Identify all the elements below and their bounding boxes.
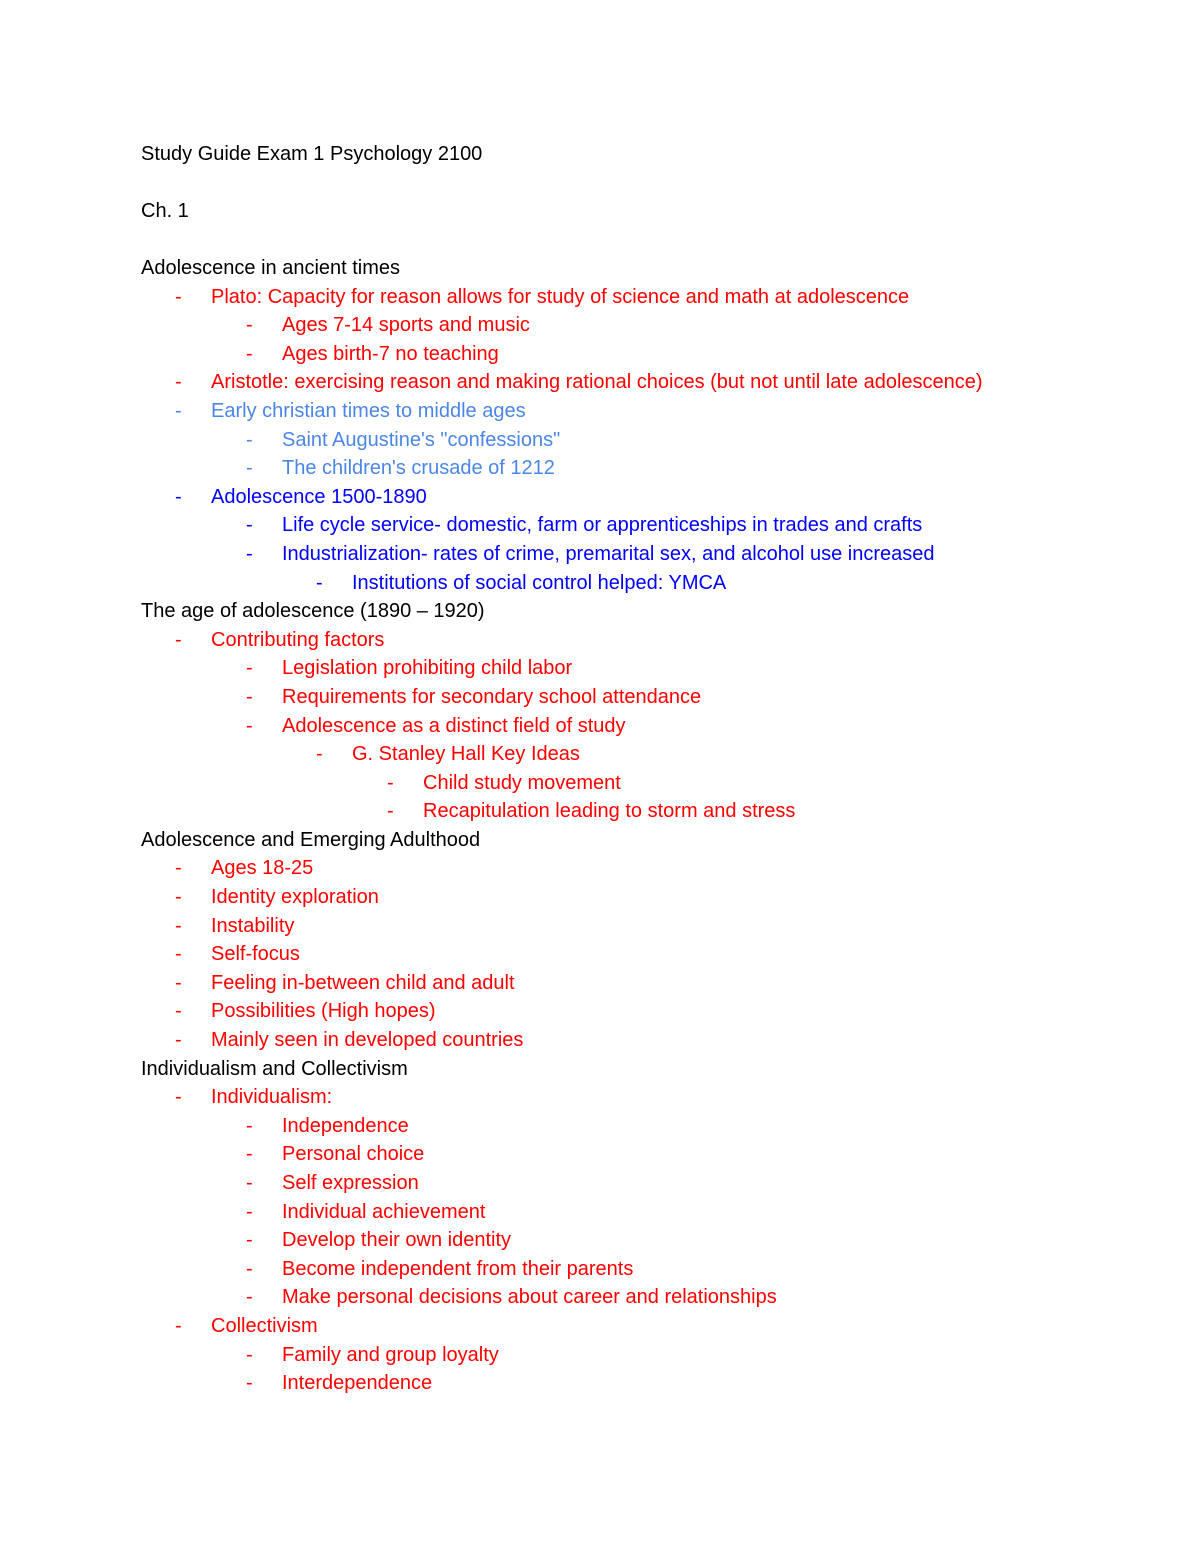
item-text: Adolescence 1500-1890 — [211, 485, 427, 508]
bullet-item — [141, 1227, 1181, 1256]
outline-list — [141, 255, 1181, 1399]
bullet-dash-icon: - — [246, 428, 253, 451]
item-text: Aristotle: exercising reason and making rational choices (but not until late adolescence) — [211, 371, 983, 394]
item-text: Collectivism — [211, 1314, 318, 1337]
item-text: Ages 7-14 sports and music — [282, 314, 530, 337]
item-text: Life cycle service- domestic, farm or apprenticeships in trades and crafts — [282, 514, 923, 537]
bullet-item — [141, 798, 1181, 827]
item-text: Individual achievement — [282, 1200, 486, 1223]
item-text: Become independent from their parents — [282, 1257, 634, 1280]
item-text: G. Stanley Hall Key Ideas — [352, 743, 580, 766]
bullet-item — [141, 1141, 1181, 1170]
section-heading — [141, 1056, 1181, 1085]
bullet-item — [141, 684, 1181, 713]
item-text: The children's crusade of 1212 — [282, 457, 555, 480]
item-text: Saint Augustine's "confessions" — [282, 428, 561, 451]
bullet-item — [141, 1027, 1181, 1056]
bullet-item — [141, 1370, 1181, 1399]
item-text: Ages birth-7 no teaching — [282, 342, 499, 365]
bullet-dash-icon: - — [316, 571, 323, 594]
item-text: Self-focus — [211, 943, 300, 966]
item-text: Legislation prohibiting child labor — [282, 657, 573, 680]
bullet-dash-icon: - — [246, 1200, 253, 1223]
item-text: Requirements for secondary school attendance — [282, 685, 702, 708]
section-heading — [141, 598, 1181, 627]
bullet-item — [141, 713, 1181, 742]
item-text: Adolescence as a distinct field of study — [282, 714, 626, 737]
item-text: Industrialization- rates of crime, premarital sex, and alcohol use increased — [282, 542, 935, 565]
bullet-item — [141, 1170, 1181, 1199]
item-text: Family and group loyalty — [282, 1343, 499, 1366]
bullet-dash-icon: - — [175, 1000, 182, 1023]
bullet-dash-icon: - — [246, 685, 253, 708]
item-text: Child study movement — [423, 771, 621, 794]
bullet-dash-icon: - — [316, 743, 323, 766]
bullet-dash-icon: - — [175, 399, 182, 422]
bullet-item — [141, 1199, 1181, 1228]
bullet-dash-icon: - — [175, 485, 182, 508]
bullet-item — [141, 1342, 1181, 1371]
bullet-item — [141, 512, 1181, 541]
bullet-dash-icon: - — [387, 800, 394, 823]
bullet-dash-icon: - — [175, 285, 182, 308]
bullet-dash-icon: - — [175, 971, 182, 994]
bullet-item — [141, 855, 1181, 884]
bullet-dash-icon: - — [246, 714, 253, 737]
bullet-item — [141, 941, 1181, 970]
item-text: Individualism and Collectivism — [141, 1057, 408, 1080]
bullet-dash-icon: - — [175, 914, 182, 937]
item-text: Interdependence — [282, 1372, 433, 1395]
bullet-dash-icon: - — [246, 314, 253, 337]
bullet-item — [141, 398, 1181, 427]
item-text: Personal choice — [282, 1143, 425, 1166]
bullet-dash-icon: - — [246, 1286, 253, 1309]
bullet-item — [141, 913, 1181, 942]
bullet-dash-icon: - — [246, 1143, 253, 1166]
bullet-item — [141, 970, 1181, 999]
section-heading — [141, 255, 1181, 284]
bullet-item — [141, 484, 1181, 513]
item-text: Adolescence in ancient times — [141, 257, 401, 279]
bullet-dash-icon: - — [246, 542, 253, 565]
item-text: Early christian times to middle ages — [211, 399, 526, 422]
bullet-dash-icon: - — [175, 1314, 182, 1337]
bullet-item — [141, 998, 1181, 1027]
bullet-dash-icon: - — [246, 342, 253, 365]
item-text: Develop their own identity — [282, 1229, 512, 1252]
item-text: Individualism: — [211, 1086, 333, 1109]
bullet-item — [141, 427, 1181, 456]
item-text: Identity exploration — [211, 886, 379, 909]
item-text: Ages 18-25 — [211, 857, 314, 880]
item-text: Self expression — [282, 1172, 419, 1194]
item-text: Institutions of social control helped: YMCA — [352, 571, 727, 594]
bullet-item — [141, 570, 1181, 599]
bullet-item — [141, 369, 1181, 398]
bullet-dash-icon: - — [246, 1114, 253, 1137]
bullet-item — [141, 1284, 1181, 1313]
bullet-item — [141, 1084, 1181, 1113]
bullet-dash-icon: - — [175, 1029, 182, 1052]
item-text: Make personal decisions about career and relationships — [282, 1286, 777, 1309]
bullet-item — [141, 455, 1181, 484]
bullet-dash-icon: - — [246, 514, 253, 537]
item-text: Feeling in-between child and adult — [211, 971, 515, 994]
bullet-dash-icon: - — [175, 886, 182, 909]
item-text: Independence — [282, 1114, 409, 1137]
chapter-heading: Ch. 1 — [141, 200, 189, 222]
bullet-dash-icon: - — [175, 943, 182, 966]
bullet-item — [141, 655, 1181, 684]
document-title: Study Guide Exam 1 Psychology 2100 — [141, 143, 483, 165]
bullet-item — [141, 312, 1181, 341]
item-text: Adolescence and Emerging Adulthood — [141, 828, 481, 851]
bullet-item — [141, 541, 1181, 570]
bullet-dash-icon: - — [246, 1229, 253, 1252]
bullet-dash-icon: - — [246, 657, 253, 680]
bullet-dash-icon: - — [246, 1257, 253, 1280]
item-text: Mainly seen in developed countries — [211, 1029, 524, 1052]
bullet-item — [141, 341, 1181, 370]
bullet-dash-icon: - — [175, 628, 182, 651]
bullet-item — [141, 1256, 1181, 1285]
item-text: Recapitulation leading to storm and stress — [423, 800, 796, 823]
bullet-item — [141, 770, 1181, 799]
bullet-item — [141, 1313, 1181, 1342]
item-text: Possibilities (High hopes) — [211, 1000, 436, 1023]
item-text: Instability — [211, 914, 295, 937]
item-text: The age of adolescence (1890 – 1920) — [141, 600, 485, 623]
item-text: Plato: Capacity for reason allows for study of science and math at adolescence — [211, 285, 910, 308]
item-text: Contributing factors — [211, 628, 385, 651]
bullet-item — [141, 741, 1181, 770]
bullet-dash-icon: - — [175, 1086, 182, 1109]
bullet-item — [141, 627, 1181, 656]
bullet-dash-icon: - — [387, 771, 394, 794]
bullet-item — [141, 884, 1181, 913]
bullet-dash-icon: - — [246, 1372, 253, 1395]
bullet-dash-icon: - — [246, 1343, 253, 1366]
bullet-item — [141, 1113, 1181, 1142]
bullet-dash-icon: - — [246, 457, 253, 480]
bullet-dash-icon: - — [175, 857, 182, 880]
bullet-item — [141, 284, 1181, 313]
bullet-dash-icon: - — [246, 1172, 253, 1194]
bullet-dash-icon: - — [175, 371, 182, 394]
section-heading — [141, 827, 1181, 856]
